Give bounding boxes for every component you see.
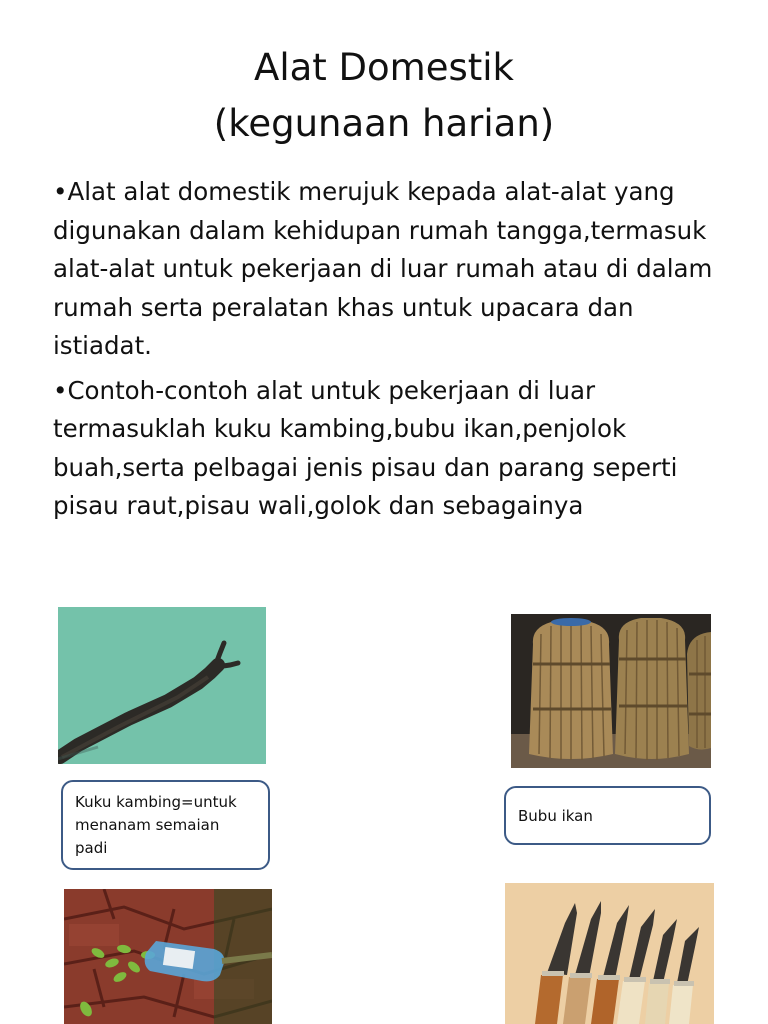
caption-bubu-ikan: Bubu ikan [504, 786, 711, 845]
title-line-1: Alat Domestik [254, 46, 514, 89]
title-line-2: (kegunaan harian) [213, 102, 555, 145]
kuku-kambing-photo [58, 607, 266, 764]
bullet-list [53, 173, 723, 532]
bullet-definition: •Alat alat domestik merujuk kepada alat-alat yang digunakan dalam kehidupan rumah tangga,termasuk alat-alat untuk pekerjaan di luar rumah atau di dalam rumah serta peralatan khas untuk upacara dan istiadat. [53, 177, 713, 360]
penjolok-photo [64, 889, 272, 1024]
caption-kuku-kambing: Kuku kambing=untuk menanam semaian padi [61, 780, 270, 870]
slide-title [0, 40, 768, 152]
bullet-examples: •Contoh-contoh alat untuk pekerjaan di luar termasuklah kuku kambing,bubu ikan,penjolok buah,serta pelbagai jenis pisau dan parang seperti pisau raut,pisau wali,golok dan sebagainya [53, 375, 678, 520]
pisau-photo [505, 883, 714, 1024]
bubu-ikan-photo [511, 614, 711, 768]
